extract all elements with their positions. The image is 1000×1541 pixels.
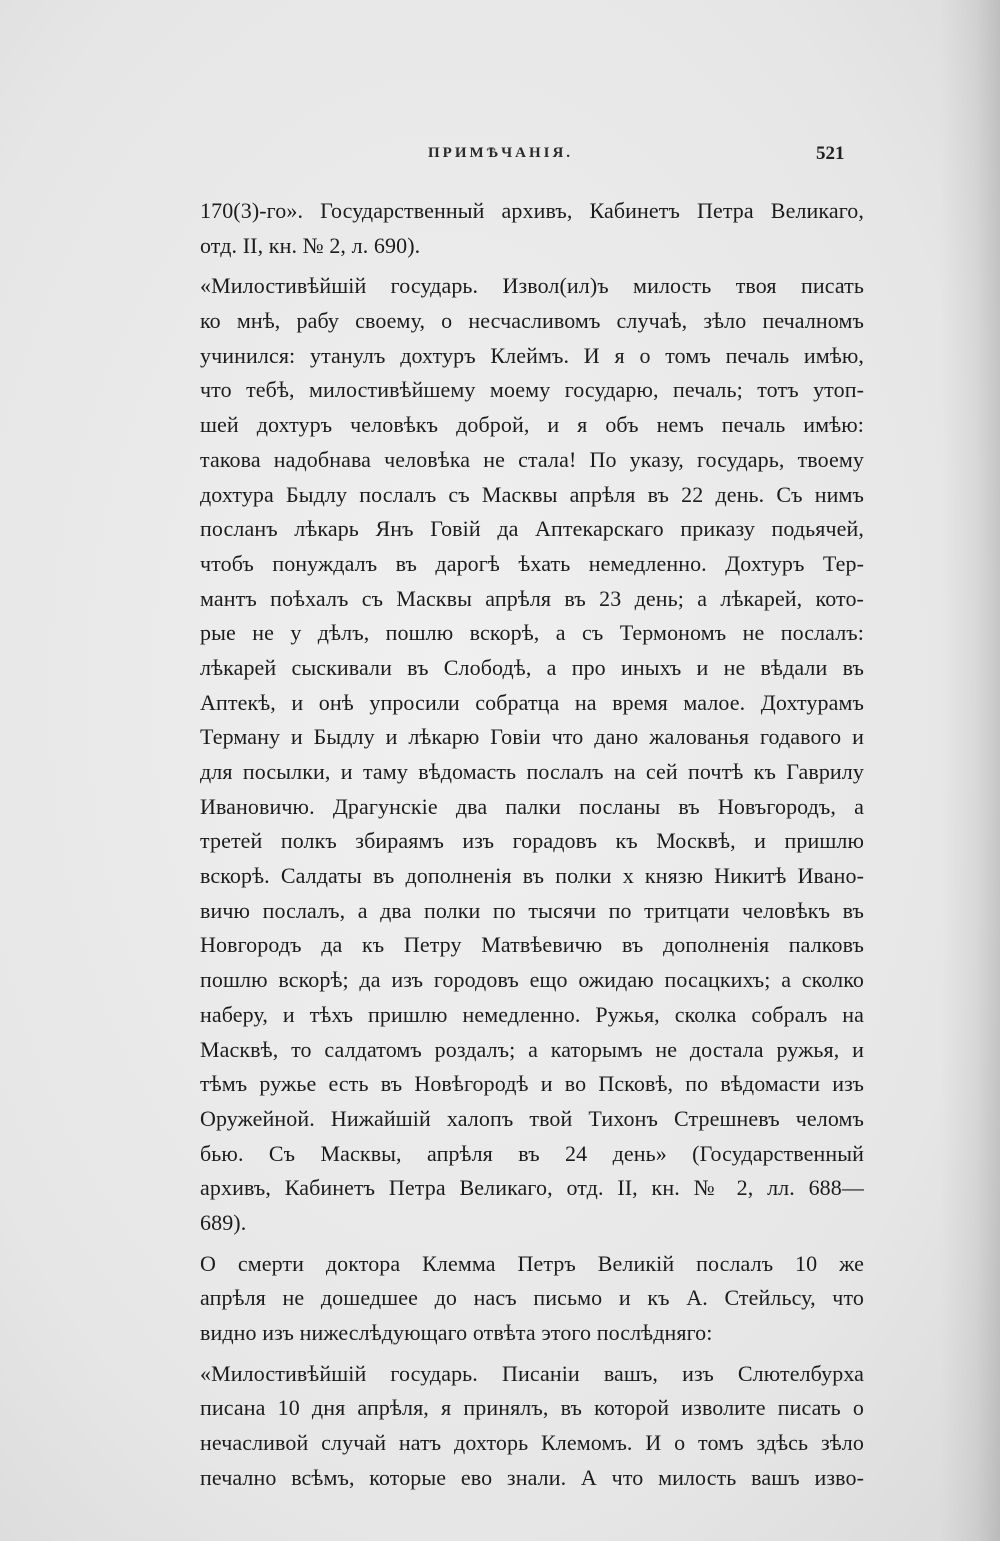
running-title: ПРИМѢЧАНІЯ. [428, 145, 574, 161]
text-line: ко мнѣ, рабу своему, о несчасливомъ случаѣ, зѣло печалномъ [200, 308, 864, 334]
text-line: рые не у дѣлъ, пошлю вскорѣ, а съ Термономъ не послалъ: [200, 620, 864, 646]
paragraph-klemm-death [200, 1247, 864, 1351]
text-line: отд. II, кн. № 2, л. 690). [200, 232, 421, 258]
text-line: печално всѣмъ, которые ево знали. А что милость вашъ изво- [200, 1464, 864, 1490]
text-line: 170(3)-го». Государственный архивъ, Кабинетъ Петра Великаго, [200, 198, 864, 223]
text-line: Ивановичю. Драгунскіе два палки посланы въ Новъгородъ, а [200, 793, 864, 819]
text-line: вскорѣ. Салдаты въ дополненія въ полки х князю Никитѣ Ивано- [200, 863, 864, 889]
text-line: посланъ лѣкарь Янъ Говій да Аптекарскаго приказу подьячей, [200, 516, 864, 542]
text-line: тѣмъ ружье есть въ Новѣгородѣ и во Псковѣ, по вѣдомасти изъ [200, 1071, 864, 1097]
text-line: апрѣля не дошедшее до насъ письмо и къ А. Стейльсу, что [200, 1285, 864, 1311]
text-line: для посылки, и таму вѣдомасть послалъ на сей почтѣ къ Гаврилу [200, 759, 864, 784]
text-line: видно изъ нижеслѣдующаго отвѣта этого послѣдняго: [200, 1320, 713, 1345]
paragraph-letter-streshnev [200, 269, 864, 1240]
text-line: дохтура Быдлу послалъ съ Масквы апрѣля въ 22 день. Съ нимъ [200, 481, 864, 507]
text-line: 689). [200, 1209, 247, 1235]
text-line: Масквѣ, то салдатомъ роздалъ; а каторымъ не достала ружья, и [200, 1036, 864, 1062]
text-line: Аптекѣ, и онѣ упросили собратца на время малое. Дохтурамъ [200, 689, 864, 715]
text-line: чтобъ понуждалъ въ дарогѣ ѣхать немедленно. Дохтуръ Тер- [200, 550, 864, 576]
text-line: «Милостивѣйшій государь. Извол(ил)ъ милость твоя писать [200, 273, 864, 299]
page-number: 521 [816, 143, 845, 164]
text-line: Терману и Быдлу и лѣкарю Говіи что дано жалованья годавого и [200, 724, 864, 750]
text-line: нечасливой случай натъ дохторь Клемомъ. И о томъ здѣсь зѣло [200, 1430, 864, 1456]
text-line: «Милостивѣйшій государь. Писаніи вашъ, изъ Слютелбурха [200, 1360, 864, 1386]
text-line: пошлю вскорѣ; да изъ городовъ ещо ожидаю посацкихъ; а сколко [200, 967, 864, 993]
text-line: бью. Съ Масквы, апрѣля въ 24 день» (Государственный [200, 1140, 864, 1166]
text-line: такова надобнава человѣка не стала! По указу, государь, твоему [200, 446, 864, 472]
text-line: наберу, и тѣхъ пришлю немедленно. Ружья, сколка собралъ на [200, 1001, 864, 1027]
text-line: лѣкарей сыскивали въ Слободѣ, а про иныхъ и не вѣдали въ [200, 654, 864, 680]
text-line: Новгородъ да къ Петру Матвѣевичю въ дополненія палковъ [200, 932, 864, 958]
body-text [200, 194, 864, 1495]
text-line: Оружейной. Нижайшій халопъ твой Тихонъ Стрешневъ челомъ [200, 1105, 864, 1131]
text-line: что тебѣ, милостивѣйшему моему государю, печаль; тотъ утоп- [200, 377, 864, 403]
text-line: шей дохтуръ человѣкъ доброй, и я объ немъ печаль имѣю: [200, 412, 864, 438]
text-line: учинился: утанулъ дохтуръ Клеймъ. И я о томъ печаль имѣю, [200, 342, 864, 368]
text-line: вичю послалъ, а два полки по тысячи по тритцати человѣкъ въ [200, 897, 864, 923]
paragraph-continuation [200, 194, 864, 263]
text-line: мантъ поѣхалъ съ Масквы апрѣля въ 23 день; а лѣкарей, кото- [200, 585, 864, 611]
page-edge-shadow [940, 0, 1000, 1541]
text-line: О смерти доктора Клемма Петръ Великій послалъ 10 же [200, 1250, 864, 1276]
text-line: писана 10 дня апрѣля, я принялъ, въ которой изволите писать о [200, 1395, 864, 1421]
text-line: архивъ, Кабинетъ Петра Великаго, отд. II, кн. № 2, лл. 688— [200, 1175, 864, 1201]
text-line: третей полкъ збираямъ изъ горадовъ къ Москвѣ, и пришлю [200, 828, 864, 854]
paragraph-letter-steils [200, 1357, 864, 1496]
